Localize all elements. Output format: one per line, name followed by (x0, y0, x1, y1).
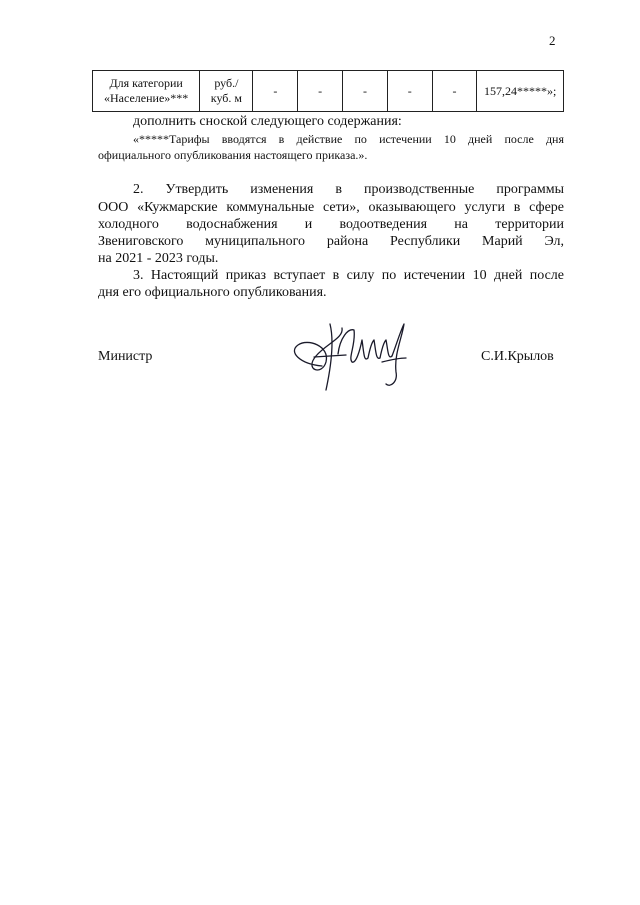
item3-line: дня его официального опубликования. (98, 285, 327, 300)
item2-line: холодного водоснабжения и водоотведения на территории (98, 217, 564, 232)
page-number: 2 (549, 33, 556, 48)
item2-line: Звениговского муниципального района Республики Марий Эл, (98, 234, 564, 249)
tariff-table (92, 70, 564, 112)
footnote-line: «*****Тарифы вводятся в действие по истечении 10 дней после дня (133, 132, 564, 146)
dash-cell: - (253, 71, 298, 112)
item2-line: на 2021 - 2023 годы. (98, 251, 219, 266)
dash-cell: - (432, 71, 477, 112)
item3-line: 3. Настоящий приказ вступает в силу по истечении 10 дней после (133, 268, 564, 283)
category-cell (93, 71, 200, 112)
signatory-name: С.И.Крылов (481, 349, 554, 364)
item2-line: ООО «Кужмарские коммунальные сети», оказывающего услуги в сфере (98, 200, 564, 215)
dash-cell: - (298, 71, 343, 112)
footnote-intro: дополнить сноской следующего содержания: (133, 114, 402, 129)
unit-line: руб./ (214, 76, 239, 90)
table-row (93, 71, 564, 112)
dash-cell: - (387, 71, 432, 112)
signatory-title: Министр (98, 349, 153, 364)
category-line: Для категории (109, 76, 183, 90)
footnote-line: официального опубликования настоящего приказа.». (98, 148, 368, 162)
unit-cell (200, 71, 253, 112)
tariff-value-cell: 157,24*****»; (477, 71, 564, 112)
item2-line: 2. Утвердить изменения в производственные программы (133, 182, 564, 197)
dash-cell: - (343, 71, 388, 112)
signature-image (282, 318, 412, 398)
unit-line: куб. м (210, 91, 242, 105)
category-line: «Население»*** (104, 91, 189, 105)
